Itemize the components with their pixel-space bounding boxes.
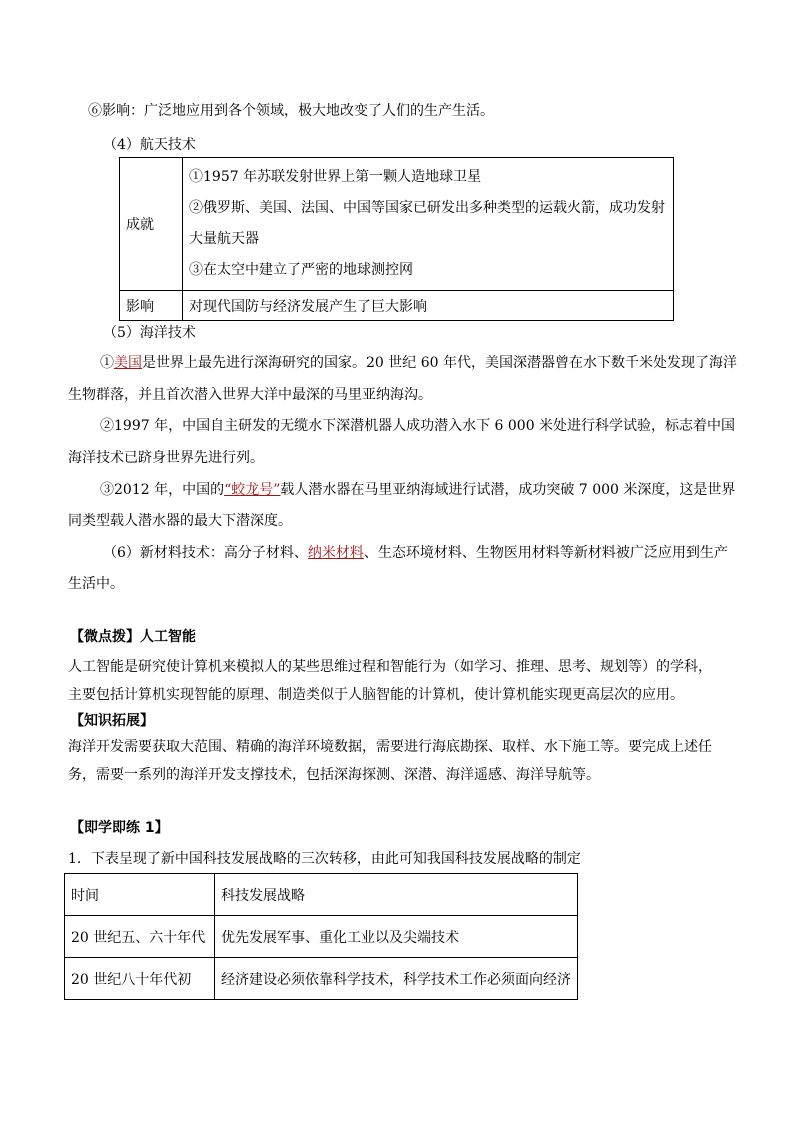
jiaolong-link[interactable]: “蛟龙号” xyxy=(224,482,281,498)
row-label-impact: 影响 xyxy=(120,291,183,321)
ocean-paragraph-3-line-2: 同类型载人潜水器的最大下潜深度。 xyxy=(68,513,292,529)
extension-line-1: 海洋开发需要获取大范围、精确的海洋环境数据，需要进行海底勘探、取样、水下施工等。要完成上述任 xyxy=(68,739,712,755)
usa-link[interactable]: 美国 xyxy=(114,355,142,371)
ocean-paragraph-2-line-2: 海洋技术已跻身世界先进行列。 xyxy=(68,450,264,466)
tip-line-2: 主要包括计算机实现智能的原理、制造类似于人脑智能的计算机，使计算机能实现更高层次的应用。 xyxy=(68,687,684,703)
achievements-cell xyxy=(183,158,674,291)
impact-cell: 对现代国防与经济发展产生了巨大影响 xyxy=(183,291,674,321)
ocean-paragraph-1-line-1: ①美国是世界上最先进行深海研究的国家。20 世纪 60 年代，美国深潜器曾在水下数千米处发现了海洋 xyxy=(100,355,737,371)
practice-title: 【即学即练 1】 xyxy=(70,820,169,836)
cell-strategy: 经济建设必须依靠科学技术，科学技术工作必须面向经济 xyxy=(215,958,578,1000)
cell-strategy: 优先发展军事、重化工业以及尖端技术 xyxy=(215,916,578,958)
row-label-achievements: 成就 xyxy=(120,158,183,291)
ocean-paragraph-1-line-2: 生物群落，并且首次潜入世界大洋中最深的马里亚纳海沟。 xyxy=(68,387,432,403)
achievement-item: 大量航天器 xyxy=(189,231,259,247)
aerospace-table xyxy=(119,157,674,321)
strategy-table xyxy=(64,873,578,1000)
table-row xyxy=(65,958,578,1000)
achievement-item: ③在太空中建立了严密的地球测控网 xyxy=(189,262,413,278)
extension-line-2: 务，需要一系列的海洋开发支撑技术，包括深海探测、深潜、海洋遥感、海洋导航等。 xyxy=(68,767,600,783)
extension-title: 【知识拓展】 xyxy=(70,713,154,729)
table-row xyxy=(65,916,578,958)
table-header-row xyxy=(65,874,578,916)
tip-title: 【微点拨】人工智能 xyxy=(70,629,196,645)
section-heading-ocean: （5）海洋技术 xyxy=(103,325,196,341)
section-heading-aerospace: （4）航天技术 xyxy=(103,137,196,153)
header-strategy: 科技发展战略 xyxy=(215,874,578,916)
tip-line-1: 人工智能是研究使计算机来模拟人的某些思维过程和智能行为（如学习、推理、思考、规划等）的学科， xyxy=(68,659,712,675)
table-row xyxy=(120,291,674,321)
ocean-paragraph-2-line-1: ②1997 年，中国自主研发的无缆水下深潜机器人成功潜入水下 6 000 米处进行科学试验，标志着中国 xyxy=(100,418,736,434)
ocean-paragraph-3-line-1: ③2012 年，中国的“蛟龙号”载人潜水器在马里亚纳海域进行试潜，成功突破 7 000 米深度，这是世界 xyxy=(100,482,736,498)
materials-line-2: 生活中。 xyxy=(68,576,124,592)
cell-time: 20 世纪五、六十年代 xyxy=(65,916,215,958)
practice-question: 1．下表呈现了新中国科技发展战略的三次转移，由此可知我国科技发展战略的制定 xyxy=(68,851,581,867)
table-row xyxy=(120,158,674,291)
cell-time: 20 世纪八十年代初 xyxy=(65,958,215,1000)
achievement-item: ①1957 年苏联发射世界上第一颗人造地球卫星 xyxy=(189,169,482,185)
nanomaterials-link[interactable]: 纳米材料 xyxy=(307,545,364,561)
header-time: 时间 xyxy=(65,874,215,916)
intro-item-6: ⑥影响：广泛地应用到各个领域，极大地改变了人们的生产生活。 xyxy=(88,103,494,119)
materials-line-1: （6）新材料技术：高分子材料、纳米材料、生态环境材料、生物医用材料等新材料被广泛应用到生产 xyxy=(103,545,728,561)
achievement-item: ②俄罗斯、美国、法国、中国等国家已研发出多种类型的运载火箭，成功发射 xyxy=(189,200,665,216)
